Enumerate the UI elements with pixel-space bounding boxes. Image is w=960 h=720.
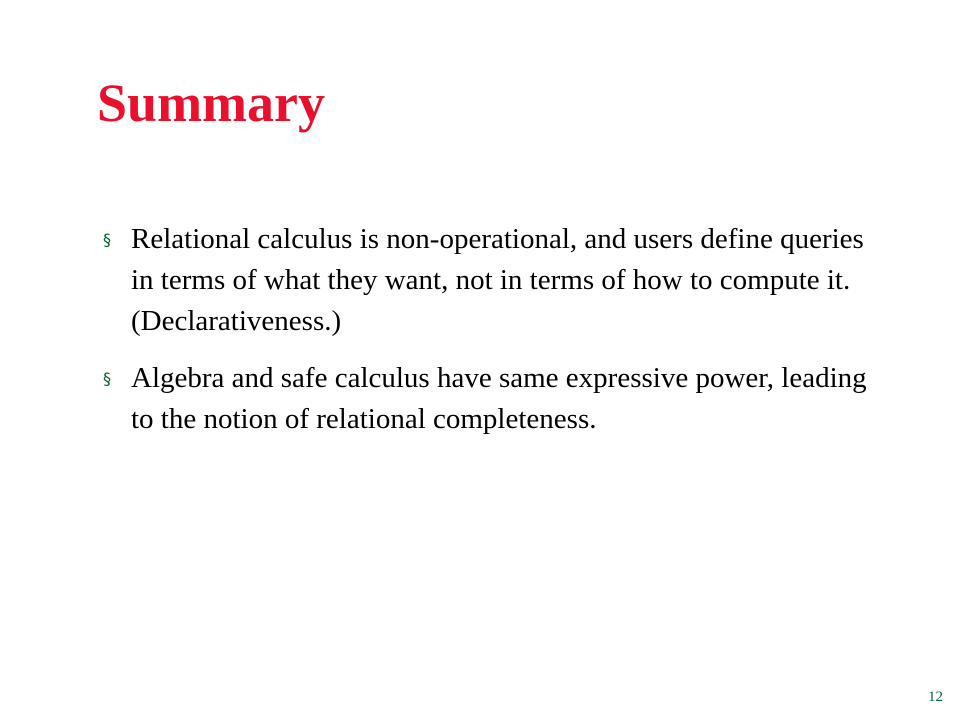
bullet-item: [103, 219, 873, 342]
section-sign-bullet-icon: §: [103, 230, 111, 249]
page-number: 12: [928, 689, 943, 705]
bullet-text: Algebra and safe calculus have same expressive power, leading to the notion of relational completeness.: [131, 362, 867, 435]
bullet-text: Relational calculus is non-operational, and users define queries in terms of what they want, not in terms of how to compute it. (Declarativeness.): [131, 223, 864, 337]
section-sign-bullet-icon: §: [103, 369, 111, 388]
slide-title: Summary: [97, 73, 325, 133]
bullet-item: [103, 358, 873, 440]
bullet-list: [103, 219, 873, 456]
